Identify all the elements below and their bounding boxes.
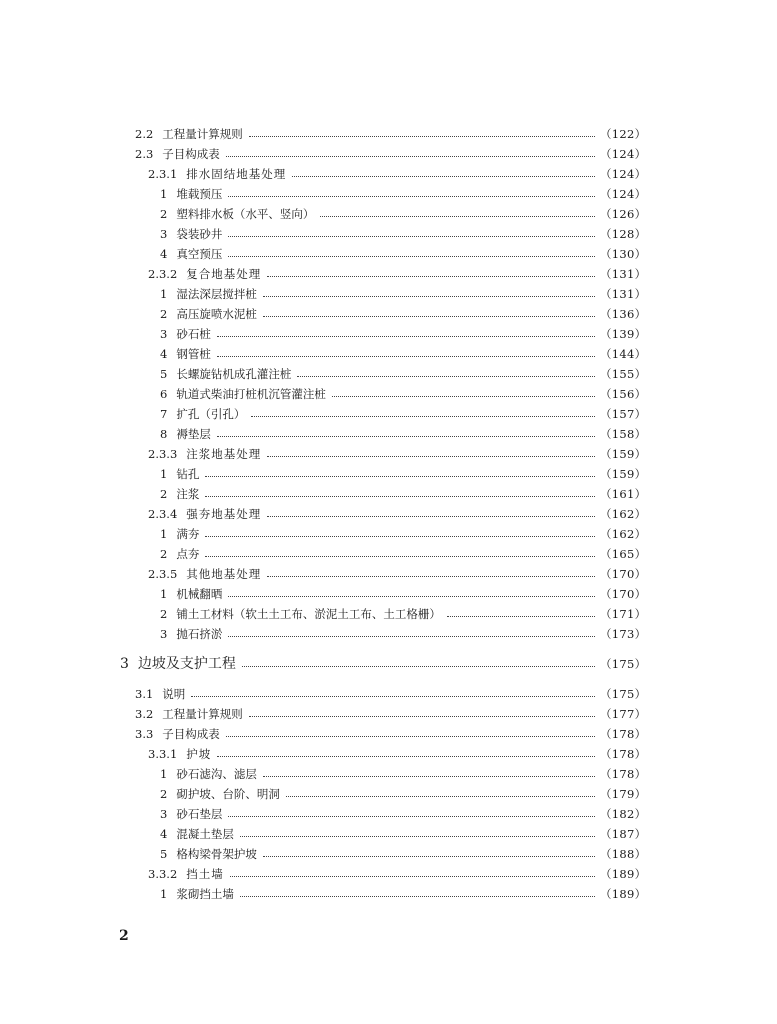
toc-entry-number: 8 [160,427,168,441]
toc-entry-page: （131） [600,267,647,281]
toc-entry[interactable] [0,364,777,384]
toc-entry-title: 钻孔 [176,467,200,481]
toc-entry[interactable] [0,804,777,824]
toc-entry[interactable] [0,724,777,744]
toc-entry-number: 4 [160,347,168,361]
toc-entry-title: 注浆 [176,487,200,501]
toc-entry-title: 复合地基处理 [186,267,262,281]
toc-entry[interactable] [0,744,777,764]
toc-entry[interactable] [0,464,777,484]
toc-entry-number: 7 [160,407,168,421]
toc-entry[interactable] [0,704,777,724]
toc-entry-title: 点夯 [176,547,200,561]
toc-entry[interactable] [0,144,777,164]
toc-entry-page: （178） [600,747,647,761]
dot-leader [191,696,595,697]
toc-entry-page: （156） [600,387,647,401]
toc-entry[interactable] [0,304,777,324]
toc-entry-number: 1 [160,287,168,301]
toc-entry-title: 混凝土垫层 [176,827,234,841]
dot-leader [228,256,595,257]
toc-entry-number: 4 [160,827,168,841]
toc-entry-title: 工程量计算规则 [162,707,243,721]
toc-entry[interactable] [0,864,777,884]
toc-entry-number: 1 [160,767,168,781]
toc-entry-title: 机械翻晒 [176,587,223,601]
toc-entry-page: （161） [600,487,647,501]
dot-leader [263,296,595,297]
toc-entry-number: 1 [160,187,168,201]
toc-entry-number: 3.3.1 [148,747,178,761]
dot-leader [217,336,595,337]
toc-entry-page: （124） [600,147,647,161]
toc-entry[interactable] [0,844,777,864]
toc-entry-number: 4 [160,247,168,261]
dot-leader [267,516,595,517]
toc-entry-title: 湿法深层搅拌桩 [176,287,257,301]
toc-entry-page: （124） [600,187,647,201]
toc-entry[interactable] [0,524,777,544]
toc-entry-title: 排水固结地基处理 [186,167,287,181]
dot-leader [205,536,595,537]
toc-entry-page: （171） [600,607,647,621]
toc-entry-page: （158） [600,427,647,441]
dot-leader [297,376,595,377]
toc-entry-number: 2.3.4 [148,507,178,521]
toc-entry-page: （128） [600,227,647,241]
dot-leader [263,856,595,857]
toc-entry-number: 5 [160,847,168,861]
dot-leader [205,496,595,497]
toc-entry-page: （159） [600,447,647,461]
toc-entry-number: 3 [160,627,168,641]
toc-entry-number: 1 [160,887,168,901]
toc-entry-title: 长螺旋钻机成孔灌注桩 [176,367,292,381]
dot-leader [249,716,595,717]
toc-entry[interactable] [0,344,777,364]
toc-entry[interactable] [0,684,777,704]
toc-entry-number: 1 [160,527,168,541]
dot-leader [228,236,595,237]
dot-leader [251,416,595,417]
toc-entry-title: 强夯地基处理 [186,507,262,521]
dot-leader [230,876,595,877]
toc-entry-title: 挡土墙 [186,867,224,881]
toc-entry-number: 5 [160,367,168,381]
toc-entry-number: 2.3.1 [148,167,178,181]
toc-entry-number: 1 [160,467,168,481]
toc-entry-number: 3 [160,227,168,241]
toc-entry-number: 1 [160,587,168,601]
toc-entry[interactable] [0,124,777,144]
toc-entry[interactable] [0,484,777,504]
dot-leader [217,436,595,437]
dot-leader [267,276,595,277]
toc-entry[interactable] [0,204,777,224]
dot-leader [217,756,595,757]
toc-entry-page: （162） [600,507,647,521]
toc-entry-title: 子目构成表 [162,147,220,161]
toc-entry[interactable] [0,324,777,344]
dot-leader [242,666,595,667]
toc-entry-number: 2.3.5 [148,567,178,581]
toc-entry-page: （182） [600,807,647,821]
toc-entry[interactable] [0,244,777,264]
toc-entry-number: 2.2 [135,127,154,141]
toc-entry-page: （187） [600,827,647,841]
toc-entry[interactable] [0,764,777,784]
toc-entry-title: 铺土工材料（软土土工布、淤泥土工布、土工格栅） [176,607,441,621]
dot-leader [267,576,595,577]
toc-entry-number: 2 [160,487,168,501]
dot-leader [228,596,595,597]
toc-entry-number: 3 [160,327,168,341]
toc-entry-number: 3.1 [135,687,154,701]
toc-entry-title: 扩孔（引孔） [176,407,246,421]
toc-entry[interactable] [0,624,777,644]
dot-leader [292,176,595,177]
dot-leader [226,736,595,737]
toc-entry-number: 2 [160,787,168,801]
toc-entry-number: 3.2 [135,707,154,721]
dot-leader [320,216,595,217]
toc-entry-number: 2.3 [135,147,154,161]
toc-entry-title: 浆砌挡土墙 [176,887,234,901]
toc-entry-page: （188） [600,847,647,861]
toc-entry-title: 格构梁骨架护坡 [176,847,257,861]
toc-entry[interactable] [0,604,777,624]
dot-leader [228,196,595,197]
toc-entry-page: （139） [600,327,647,341]
toc-entry-page: （155） [600,367,647,381]
toc-entry-number: 2.3.3 [148,447,178,461]
toc-entry[interactable] [0,784,777,804]
dot-leader [286,796,595,797]
toc-entry-page: （178） [600,727,647,741]
toc-entry-page: （144） [600,347,647,361]
toc-entry-number: 2 [160,547,168,561]
toc-entry-page: （126） [600,207,647,221]
toc-entry[interactable] [0,654,777,674]
dot-leader [228,816,595,817]
dot-leader [205,476,595,477]
toc-entry-page: （157） [600,407,647,421]
toc-entry-page: （136） [600,307,647,321]
toc-entry-title: 边坡及支护工程 [137,656,236,672]
toc-entry-page: （178） [600,767,647,781]
toc-entry-title: 满夯 [176,527,200,541]
toc-entry-title: 轨道式柴油打桩机沉管灌注桩 [176,387,326,401]
dot-leader [226,156,595,157]
dot-leader [249,136,595,137]
toc-entry-title: 注浆地基处理 [186,447,262,461]
toc-entry-number: 6 [160,387,168,401]
toc-entry-page: （189） [600,887,647,901]
dot-leader [332,396,595,397]
toc-entry[interactable] [0,824,777,844]
toc-entry-page: （159） [600,467,647,481]
dot-leader [263,776,595,777]
toc-entry[interactable] [0,564,777,584]
toc-entry-number: 3 [160,807,168,821]
toc-entry-title: 说明 [162,687,186,701]
toc-entry-title: 其他地基处理 [186,567,262,581]
toc-entry-title: 子目构成表 [162,727,220,741]
toc-entry-title: 砂石垫层 [176,807,223,821]
dot-leader [240,896,595,897]
toc-entry-page: （131） [600,287,647,301]
toc-entry-title: 砌护坡、台阶、明洞 [176,787,280,801]
toc-entry-title: 袋装砂井 [176,227,223,241]
toc-entry-page: （177） [600,707,647,721]
toc-entry-page: （162） [600,527,647,541]
toc-entry-title: 高压旋喷水泥桩 [176,307,257,321]
toc-entry-title: 堆载预压 [176,187,223,201]
toc-entry-page: （179） [600,787,647,801]
dot-leader [228,636,595,637]
toc-entry[interactable] [0,884,777,904]
toc-entry-page: （165） [600,547,647,561]
toc-entry-number: 3.3.2 [148,867,178,881]
toc-entry[interactable] [0,584,777,604]
toc-entry-page: （175） [600,687,647,701]
toc-entry-title: 褥垫层 [176,427,211,441]
toc-entry-page: （124） [600,167,647,181]
toc-entry-number: 2 [160,307,168,321]
toc-entry-title: 护坡 [186,747,212,761]
toc-entry-number: 3.3 [135,727,154,741]
toc-entry[interactable] [0,444,777,464]
toc-entry-number: 3 [120,656,129,672]
dot-leader [447,616,595,617]
toc-entry-title: 钢管桩 [176,347,211,361]
toc-entry[interactable] [0,264,777,284]
toc-entry-page: （130） [600,247,647,261]
toc-entry-title: 抛石挤淤 [176,627,223,641]
toc-entry-title: 真空预压 [176,247,223,261]
toc-entry[interactable] [0,384,777,404]
toc-entry-title: 砂石桩 [176,327,211,341]
dot-leader [263,316,595,317]
toc-entry[interactable] [0,504,777,524]
toc-entry-number: 2 [160,607,168,621]
dot-leader [267,456,595,457]
toc-entry[interactable] [0,284,777,304]
toc-entry-page: （170） [600,587,647,601]
toc-entry[interactable] [0,164,777,184]
toc-entry-page: （173） [600,627,647,641]
toc-entry-title: 砂石滤沟、滤层 [176,767,257,781]
toc-entry-page: （175） [600,657,647,671]
toc-entry[interactable] [0,224,777,244]
toc-entry-number: 2 [160,207,168,221]
dot-leader [240,836,595,837]
dot-leader [217,356,595,357]
toc-entry[interactable] [0,424,777,444]
toc-entry-number: 2.3.2 [148,267,178,281]
toc-entry[interactable] [0,184,777,204]
dot-leader [205,556,595,557]
toc-entry-title: 工程量计算规则 [162,127,243,141]
toc-entry[interactable] [0,544,777,564]
page-number: 2 [119,928,129,944]
toc-entry[interactable] [0,404,777,424]
toc-entry-page: （170） [600,567,647,581]
toc-entry-title: 塑料排水板（水平、竖向） [176,207,315,221]
toc-entry-page: （189） [600,867,647,881]
toc-entry-page: （122） [600,127,647,141]
